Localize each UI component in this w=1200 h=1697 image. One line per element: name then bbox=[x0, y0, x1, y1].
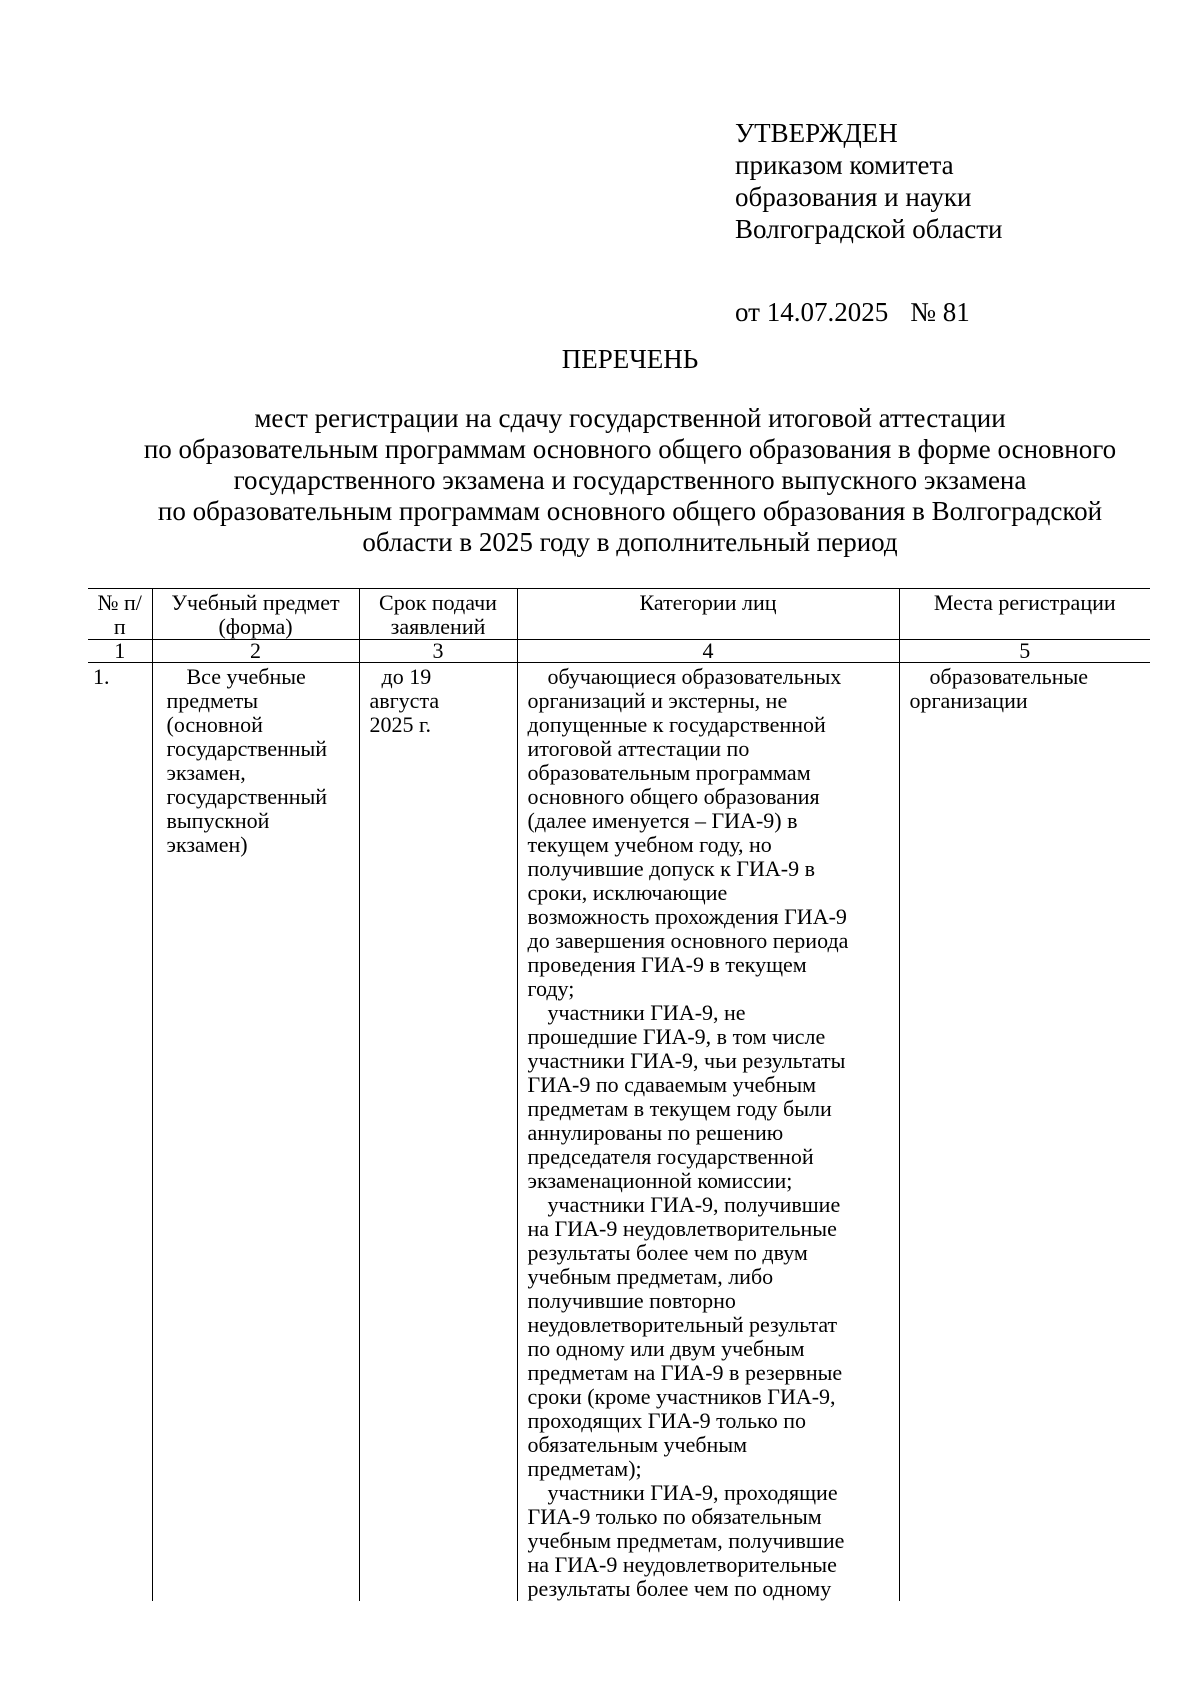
approval-block bbox=[735, 117, 1003, 328]
categories-line: допущенные к государственной bbox=[527, 712, 826, 737]
categories-line: аннулированы по решению bbox=[527, 1120, 784, 1145]
categories-line: проведения ГИА-9 в текущем bbox=[527, 952, 807, 977]
column-number: 4 bbox=[517, 640, 899, 663]
categories-line: сроки (кроме участников ГИА-9, bbox=[527, 1384, 836, 1409]
approval-line: УТВЕРЖДЕН bbox=[735, 118, 898, 148]
categories-line: предметам на ГИА-9 в резервные bbox=[527, 1360, 843, 1385]
categories-line: ГИА-9 по сдаваемым учебным bbox=[527, 1072, 817, 1097]
categories-line: участники ГИА-9, не bbox=[547, 1000, 746, 1025]
categories-line: экзаменационной комиссии; bbox=[527, 1168, 793, 1193]
categories-line: образовательным программам bbox=[527, 760, 811, 785]
categories-line: результаты более чем по одному bbox=[527, 1576, 832, 1601]
column-number: 2 bbox=[152, 640, 359, 663]
categories-line: результаты более чем по двум bbox=[527, 1240, 808, 1265]
header-places: Места регистрации bbox=[899, 589, 1150, 640]
column-number: 1 bbox=[88, 640, 152, 663]
categories-line: участники ГИА-9, чьи результаты bbox=[527, 1048, 846, 1073]
deadline-line: августа bbox=[369, 688, 440, 713]
categories-line: сроки, исключающие bbox=[527, 880, 728, 905]
approval-line: образования и науки bbox=[735, 182, 972, 212]
categories-line: предметам в текущем году были bbox=[527, 1096, 832, 1121]
categories-line: итоговой аттестации по bbox=[527, 736, 750, 761]
header-deadline: Срок подачи заявлений bbox=[359, 589, 517, 640]
categories-line: получившие допуск к ГИА-9 в bbox=[527, 856, 815, 881]
subject-line: экзамен) bbox=[166, 832, 248, 857]
column-number: 5 bbox=[899, 640, 1150, 663]
header-number: № п/п bbox=[88, 589, 152, 640]
subject-line: (основной bbox=[166, 712, 263, 737]
categories-cell bbox=[517, 663, 899, 1602]
subject-line: предметы bbox=[166, 688, 259, 713]
subtitle-line: области в 2025 году в дополнительный период bbox=[362, 527, 898, 557]
places-line: образовательные bbox=[929, 664, 1089, 689]
order-number: № 81 bbox=[910, 297, 970, 327]
categories-line: на ГИА-9 неудовлетворительные bbox=[527, 1216, 837, 1241]
categories-line: учебным предметам, получившие bbox=[527, 1528, 845, 1553]
deadline-line: 2025 г. bbox=[369, 712, 432, 737]
subtitle-line: государственного экзамена и государственного выпускного экзамена bbox=[233, 465, 1027, 495]
categories-line: получившие повторно bbox=[527, 1288, 736, 1313]
column-number-row bbox=[88, 640, 1150, 663]
approval-line: Волгоградской области bbox=[735, 214, 1003, 244]
categories-line: неудовлетворительный результат bbox=[527, 1312, 838, 1337]
categories-line: учебным предметам, либо bbox=[527, 1264, 774, 1289]
table-row bbox=[88, 663, 1150, 1602]
header-categories: Категории лиц bbox=[517, 589, 899, 640]
subtitle-line: по образовательным программам основного общего образования в форме основного bbox=[143, 434, 1117, 464]
subject-line: выпускной bbox=[166, 808, 270, 833]
deadline-line: до 19 bbox=[381, 664, 432, 689]
categories-line: текущем учебном году, но bbox=[527, 832, 772, 857]
categories-line: возможность прохождения ГИА-9 bbox=[527, 904, 847, 929]
approval-line: приказом комитета bbox=[735, 150, 954, 180]
categories-line: (далее именуется – ГИА-9) в bbox=[527, 808, 798, 833]
categories-line: обязательным учебным bbox=[527, 1432, 748, 1457]
categories-line: проходящих ГИА-9 только по bbox=[527, 1408, 806, 1433]
categories-line: на ГИА-9 неудовлетворительные bbox=[527, 1552, 837, 1577]
table-header-row bbox=[88, 589, 1150, 640]
subject-line: государственный bbox=[166, 736, 328, 761]
categories-line: участники ГИА-9, проходящие bbox=[547, 1480, 838, 1505]
categories-line: предметам); bbox=[527, 1456, 642, 1481]
categories-line: участники ГИА-9, получившие bbox=[547, 1192, 841, 1217]
subject-line: экзамен, bbox=[166, 760, 246, 785]
order-date: от 14.07.2025 bbox=[735, 297, 889, 327]
categories-line: основного общего образования bbox=[527, 784, 820, 809]
categories-line: году; bbox=[527, 976, 575, 1001]
row-number: 1. bbox=[88, 663, 152, 1602]
column-number: 3 bbox=[359, 640, 517, 663]
categories-line: по одному или двум учебным bbox=[527, 1336, 805, 1361]
categories-line: прошедшие ГИА-9, в том числе bbox=[527, 1024, 826, 1049]
places-cell bbox=[899, 663, 1150, 1602]
categories-line: до завершения основного периода bbox=[527, 928, 849, 953]
categories-line: председателя государственной bbox=[527, 1144, 814, 1169]
registration-table bbox=[88, 588, 1150, 1601]
categories-line: организаций и экстерны, не bbox=[527, 688, 788, 713]
document-subtitle bbox=[100, 403, 1160, 558]
header-subject: Учебный предмет (форма) bbox=[152, 589, 359, 640]
subject-line: Все учебные bbox=[186, 664, 306, 689]
document-title: ПЕРЕЧЕНЬ bbox=[561, 344, 699, 374]
deadline-cell bbox=[359, 663, 517, 1602]
subject-cell bbox=[152, 663, 359, 1602]
categories-line: ГИА-9 только по обязательным bbox=[527, 1504, 822, 1529]
subtitle-line: мест регистрации на сдачу государственной итоговой аттестации bbox=[254, 403, 1006, 433]
subject-line: государственный bbox=[166, 784, 328, 809]
categories-line: обучающиеся образовательных bbox=[547, 664, 842, 689]
order-date-line bbox=[735, 296, 1003, 328]
places-line: организации bbox=[909, 688, 1028, 713]
subtitle-line: по образовательным программам основного общего образования в Волгоградской bbox=[157, 496, 1103, 526]
